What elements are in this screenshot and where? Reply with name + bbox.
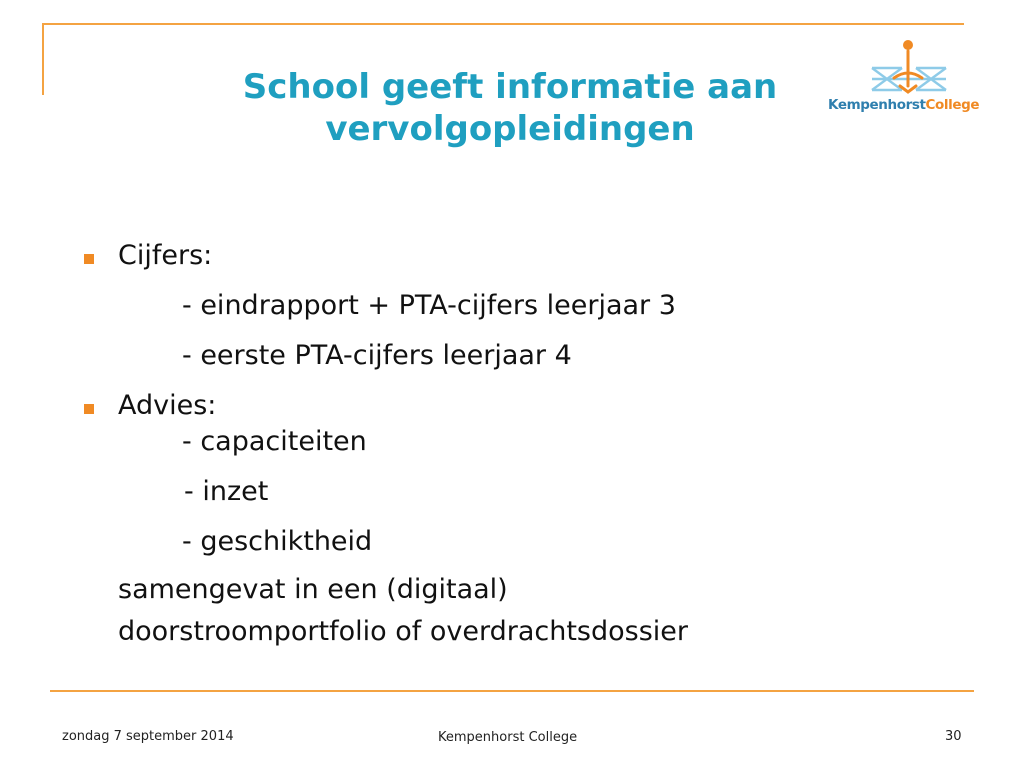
bullet-advies-label: Advies: xyxy=(118,390,217,421)
advies-summary-line-2: doorstroomportfolio of overdrachtsdossier xyxy=(118,616,688,647)
footer-center-text: Kempenhorst College xyxy=(438,730,578,745)
footer-date: zondag 7 september 2014 xyxy=(62,729,234,744)
advies-item-1: - capaciteiten xyxy=(182,426,367,457)
cijfers-item-1: - eindrapport + PTA-cijfers leerjaar 3 xyxy=(182,290,676,321)
title-line-2: vervolgopleidingen xyxy=(325,109,695,149)
bullet-square-icon xyxy=(84,404,94,414)
footer-page-number: 30 xyxy=(945,729,962,744)
slide-title xyxy=(150,66,870,150)
logo-text-kempenhorst: Kempenhorst xyxy=(828,97,926,113)
advies-item-2: - inzet xyxy=(184,476,269,507)
logo-wordmark xyxy=(828,97,979,113)
bullet-square-icon xyxy=(84,254,94,264)
logo-text-college: College xyxy=(925,97,980,113)
frame-top-line xyxy=(42,23,964,25)
kempenhorst-logo-icon xyxy=(828,38,980,98)
frame-bottom-line xyxy=(50,690,974,692)
advies-summary-line-1: samengevat in een (digitaal) xyxy=(118,574,508,605)
bullet-cijfers-label: Cijfers: xyxy=(118,240,213,271)
cijfers-item-2: - eerste PTA-cijfers leerjaar 4 xyxy=(182,340,572,371)
advies-item-3: - geschiktheid xyxy=(182,526,373,557)
title-line-1: School geeft informatie aan xyxy=(242,67,778,107)
school-logo xyxy=(828,38,980,122)
frame-left-line xyxy=(42,23,44,95)
